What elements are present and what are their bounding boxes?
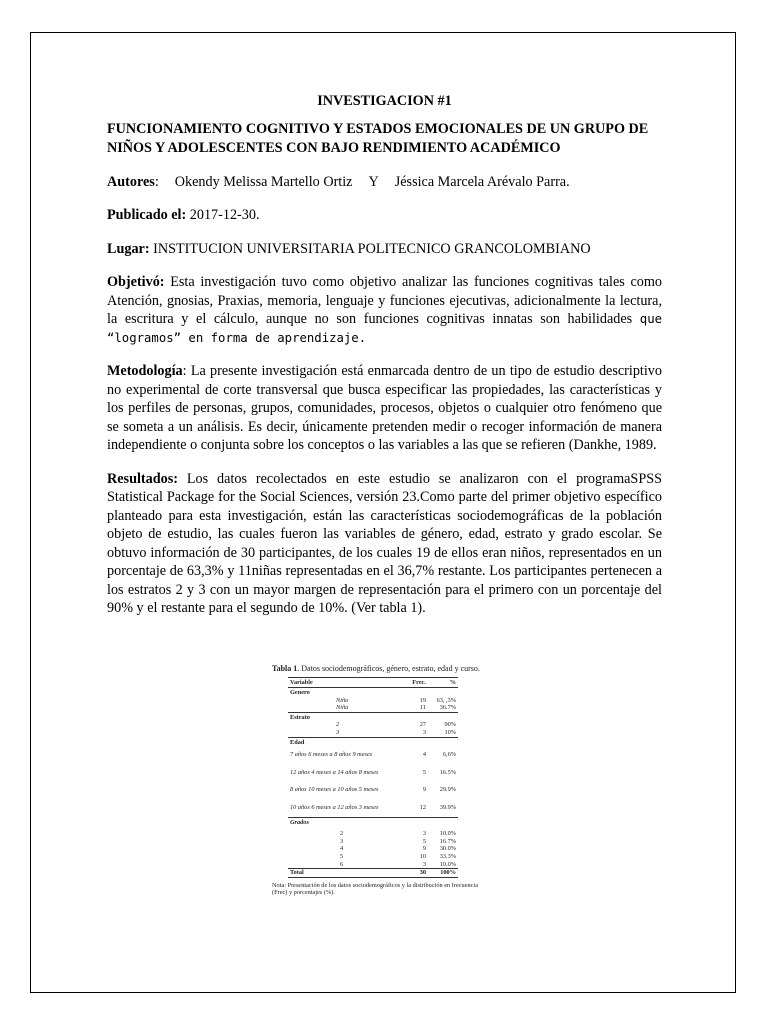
- row-pct: 10%: [444, 729, 456, 737]
- row-pct: 30.0%: [439, 845, 456, 853]
- published-label: Publicado el:: [107, 207, 187, 223]
- row-freq: 3: [422, 830, 426, 838]
- row-freq: 3: [422, 729, 426, 737]
- authors-label: Autores: [107, 173, 155, 190]
- group-label: Estrato: [288, 712, 458, 721]
- table-row: [288, 764, 458, 782]
- table-row: [288, 746, 458, 764]
- table-row: [288, 799, 458, 817]
- header-pct: %: [428, 677, 458, 688]
- row-freq: 3: [422, 860, 426, 868]
- table-total-row: [288, 869, 458, 878]
- row-freq: 19: [419, 696, 426, 704]
- header-freq: Frec.: [402, 677, 428, 688]
- row-freq: 11: [419, 704, 426, 712]
- row-pct: 10.0%: [439, 860, 456, 868]
- authors-line: Autores: Okendy Melissa Martello Ortiz Y Jéssica Marcela Arévalo Parra.: [107, 173, 570, 190]
- place-label: Lugar:: [107, 240, 150, 257]
- group-estrato: [288, 712, 458, 721]
- table-row: [288, 853, 458, 861]
- table-row: [288, 781, 458, 799]
- group-label: Grados: [288, 817, 458, 826]
- sociodemographic-table: [288, 677, 458, 878]
- methodology-label: Metodología: [107, 363, 183, 379]
- table-header-row: [288, 677, 458, 688]
- row-label: 10 años 6 meses a 12 años 3 meses: [290, 804, 379, 812]
- row-pct: 6,6%: [442, 751, 456, 759]
- document-body: [107, 92, 662, 633]
- document-subtitle: FUNCIONAMIENTO COGNITIVO Y ESTADOS EMOCIONALES DE UN GRUPO DE NIÑOS Y ADOLESCENTES CON BAJO RENDIMIENTO ACADÉMICO: [107, 120, 649, 156]
- row-pct: 16.5%: [439, 768, 456, 776]
- row-label: 4: [340, 845, 344, 853]
- table-row: [288, 721, 458, 729]
- results-paragraph: [107, 470, 662, 618]
- objective-label: Objetivó:: [107, 274, 165, 290]
- table-row: [288, 729, 458, 737]
- row-freq: 5: [422, 768, 426, 776]
- row-pct: 90%: [444, 721, 456, 729]
- table-row: [288, 861, 458, 869]
- row-pct: 29.9%: [439, 786, 456, 794]
- row-label: 2: [336, 721, 340, 729]
- results-label: Resultados:: [107, 470, 178, 487]
- row-label: Niño: [336, 696, 349, 704]
- table-row: [288, 830, 458, 838]
- author-1: Okendy Melissa Martello Ortiz: [174, 173, 353, 190]
- row-label: 5: [340, 853, 344, 860]
- group-grados: [288, 817, 458, 826]
- table-row: [288, 697, 458, 705]
- row-label: Niña: [336, 704, 349, 712]
- row-label: 6: [340, 860, 344, 868]
- document-title: INVESTIGACION #1: [317, 93, 452, 109]
- row-label: 7 años 6 meses a 8 años 9 meses: [290, 751, 373, 759]
- table-1-figure: [270, 664, 490, 897]
- table-row: [288, 838, 458, 846]
- objective-paragraph: [107, 273, 662, 347]
- objective-tail: que “logramos” en forma de aprendizaje.: [107, 312, 663, 345]
- results-text: Los datos recolectados en este estudio se analizaron con el programaSPSS Statistical Package for the Social Sciences, versión 23.Como parte del primer objetivo específico planteado para esta investigación, están las características sociodemográficas de la población objeto de estudio, las cuales fueron las variables de género, edad, estrato y grado escolar. Se obtuvo información de 30 participantes, de los cuales 19 de ellos eran niños, representados en un porcentaje de 63,3% y 11niñas representadas en el 36,7% restante. Los participantes pertenecen a los estratos 2 y 3 con un mayor margen de representación para el primero con un porcentaje del 90% y el restante para el segundo de 10%. (Ver tabla 1).: [107, 470, 662, 616]
- row-pct: 63, ,3%: [436, 696, 456, 704]
- row-label: 3: [336, 729, 340, 737]
- methodology-text: : La presente investigación está enmarcada dentro de un tipo de estudio descriptivo no experimental de corte transversal que busca especificar las propiedades, las características y los perfiles de personas, grupos, comunidades, procesos, objetos o cualquier otro fenómeno que se someta a un análisis. Es decir, únicamente pretenden medir o recoger información de manera independiente o conjunta sobre los conceptos o las variables a las que se refieren (Dankhe, 1989.: [107, 363, 662, 453]
- table-note: Nota: Presentación de los datos sociodemográficos y la distribución en frecuencia (Frec) y porcentajes (%).: [272, 881, 478, 897]
- table-row: [288, 704, 458, 712]
- row-freq: 10: [419, 853, 426, 860]
- row-label: 8 años 10 meses a 10 años 5 meses: [290, 786, 379, 794]
- row-freq: 12: [419, 804, 426, 812]
- row-label: 3: [340, 837, 344, 845]
- group-label: Edad: [288, 737, 458, 746]
- authors-conjunction: Y: [368, 173, 379, 190]
- row-label: 12 años 4 meses a 14 años 8 meses: [290, 768, 379, 776]
- total-freq: 30: [402, 869, 428, 878]
- row-freq: 27: [419, 721, 426, 729]
- total-label: Total: [288, 869, 402, 878]
- row-pct: 16.7%: [439, 837, 456, 845]
- group-edad: [288, 737, 458, 746]
- table-caption-label: Tabla 1: [272, 664, 298, 673]
- row-freq: 9: [422, 786, 426, 794]
- row-pct: 39.9%: [439, 804, 456, 812]
- author-2: Jéssica Marcela Arévalo Parra.: [394, 173, 570, 190]
- row-pct: 33.3%: [439, 853, 456, 860]
- place-line: [107, 240, 662, 259]
- row-label: 2: [340, 830, 344, 838]
- row-freq: 4: [422, 751, 426, 759]
- row-freq: 9: [422, 845, 426, 853]
- table-row: [288, 845, 458, 853]
- row-pct: 36.7%: [439, 704, 456, 712]
- header-variable: Variable: [288, 677, 402, 688]
- place-value: INSTITUCION UNIVERSITARIA POLITECNICO GRANCOLOMBIANO: [153, 240, 591, 257]
- group-label: Genero: [288, 688, 458, 697]
- published-line: [107, 206, 662, 225]
- row-pct: 10.0%: [439, 830, 456, 838]
- row-freq: 5: [422, 837, 426, 845]
- total-pct: 100%: [428, 869, 458, 878]
- table-caption-text: . Datos sociodemográficos, género, estrato, edad y curso.: [297, 664, 480, 673]
- published-date: 2017-12-30.: [189, 207, 260, 223]
- objective-text: Esta investigación tuvo como objetivo analizar las funciones cognitivas tales como Atención, gnosias, Praxias, memoria, lenguaje y funciones ejecutivas, adicionalmente la lectura, la escritura y el cálculo, aunque no son funciones cognitivas innatas son habilidades: [107, 274, 662, 327]
- group-genero: [288, 688, 458, 697]
- table-caption: [272, 664, 490, 674]
- methodology-paragraph: [107, 362, 662, 455]
